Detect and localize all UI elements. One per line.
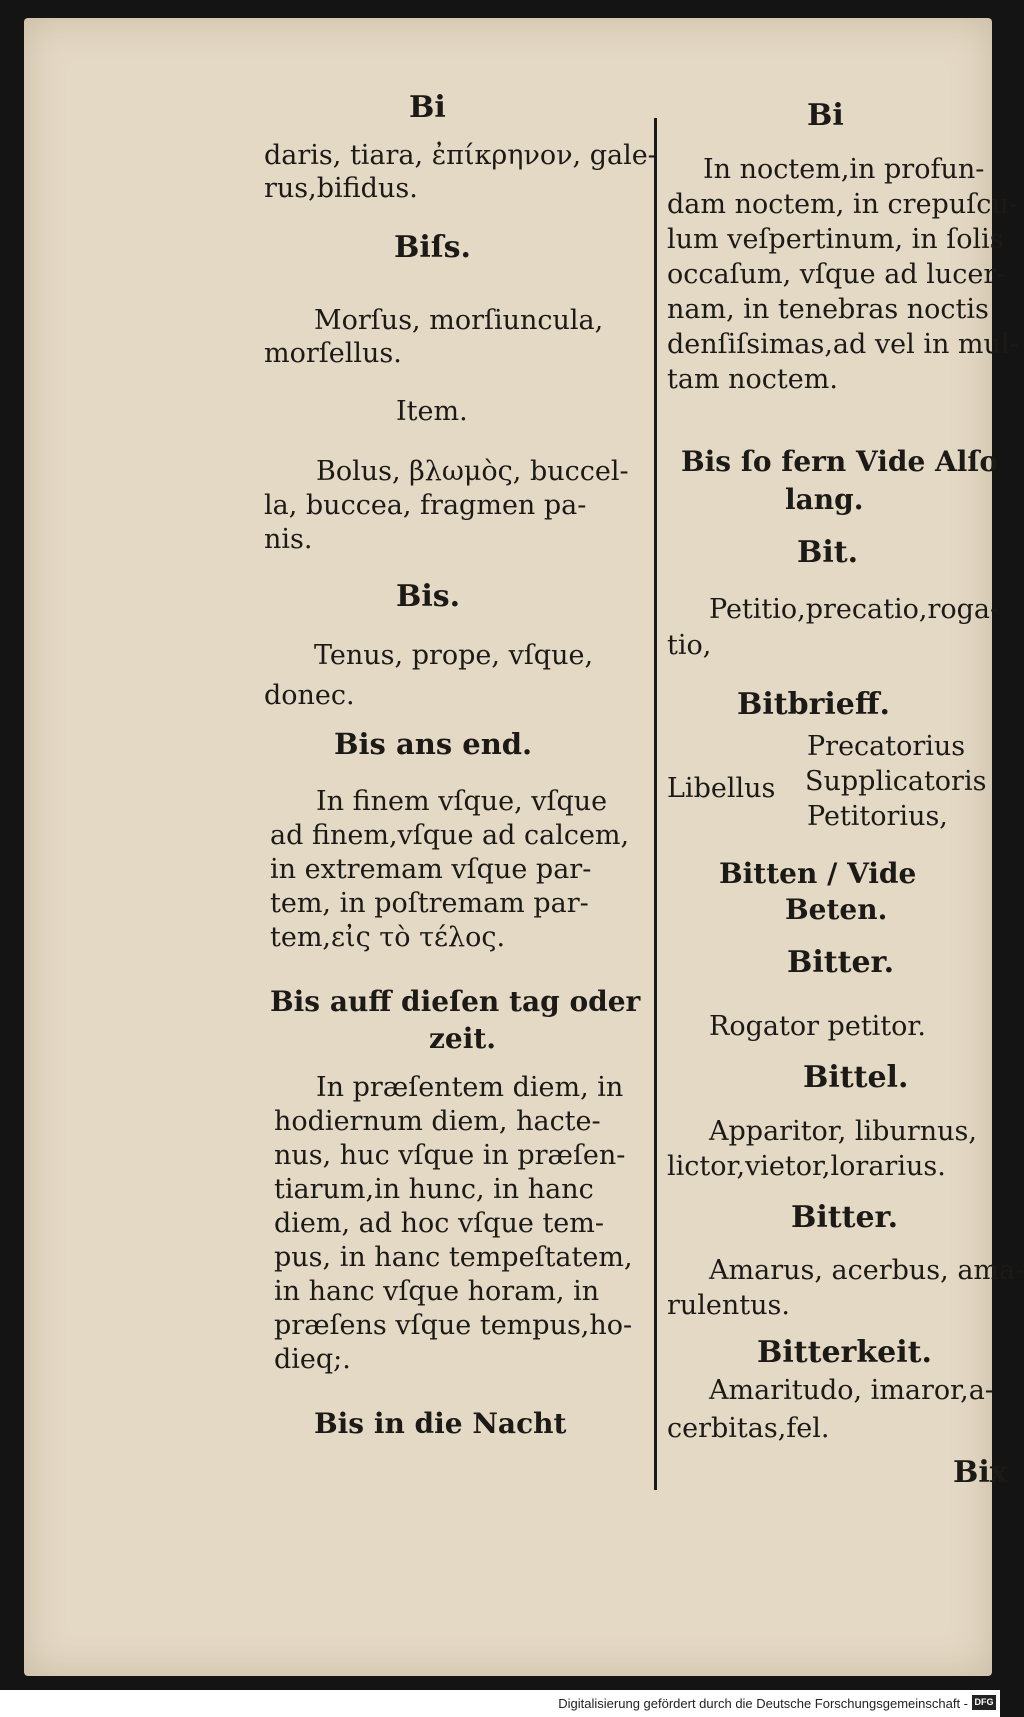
text-line: Petitio,precatio,roga- [709, 594, 1000, 625]
entry-headword: Bis ſo fern Vide Alſo [681, 445, 999, 478]
text-line: tio, [667, 630, 712, 661]
text-line: In finem vſque, vſque [316, 786, 608, 817]
entry-headword: lang. [785, 483, 864, 516]
text-line: nis. [264, 524, 313, 555]
text-line: donec. [264, 680, 355, 711]
text-line: Rogator petitor. [709, 1011, 926, 1042]
entry-headword: Bittel. [803, 1060, 909, 1095]
text-line: hodiernum diem, hacte- [274, 1106, 601, 1137]
right-running-head: Bi [807, 98, 844, 133]
entry-headword: Biſs. [394, 230, 471, 265]
text-line: Supplicatoris [805, 766, 987, 797]
column-divider [654, 118, 657, 1490]
text-line: nus, huc vſque in præſen- [274, 1140, 626, 1171]
text-line: In noctem,in profun- [703, 154, 985, 185]
digitization-credit: Digitalisierung gefördert durch die Deutsche Forschungsgemeinschaft - [558, 1696, 968, 1711]
text-line: occaſum, vſque ad lucer- [667, 259, 1006, 290]
text-line: Apparitor, liburnus, [709, 1116, 977, 1147]
text-line: Precatorius [807, 731, 966, 762]
entry-headword: Bis auff dieſen tag oder [270, 985, 641, 1018]
text-line: præſens vſque tempus,ho- [274, 1310, 633, 1341]
dfg-logo-icon: DFG [972, 1695, 996, 1710]
text-line: ad finem,vſque ad calcem, [270, 820, 630, 851]
entry-headword: Bis in die Nacht [314, 1407, 567, 1440]
text-line: Morſus, morſiuncula, [314, 305, 604, 336]
text-line: dieq;. [274, 1344, 351, 1375]
entry-headword: Bis. [396, 579, 461, 614]
text-line: Tenus, prope, vſque, [314, 640, 594, 671]
book-page [24, 18, 1024, 1676]
text-line: la, buccea, fragmen pa- [264, 490, 587, 521]
text-line: Petitorius, [807, 801, 948, 832]
entry-headword: Bitbrieff. [737, 687, 890, 722]
text-line: tiarum,in hunc, in hanc [274, 1174, 594, 1205]
text-line: tem,εἰς τὸ τέλος. [270, 922, 506, 953]
entry-headword: Bitter. [787, 945, 895, 980]
entry-headword: zeit. [429, 1022, 497, 1055]
text-line: tam noctem. [667, 364, 838, 395]
text-line: Libellus [667, 773, 776, 804]
text-line: in extremam vſque par- [270, 854, 592, 885]
entry-headword: Beten. [785, 893, 888, 926]
text-line: Item. [396, 396, 468, 427]
right-column [667, 18, 1024, 1676]
text-line: dam noctem, in crepuſcu- [667, 189, 1018, 220]
entry-headword: Bis ans end. [334, 727, 533, 761]
entry-headword: Bitter. [791, 1200, 899, 1235]
left-running-head: Bi [409, 90, 446, 125]
left-column [254, 18, 657, 1676]
catchword: Bix [953, 1455, 1008, 1490]
text-line: nam, in tenebras noctis [667, 294, 989, 325]
text-line: rus,bifidus. [264, 173, 418, 204]
text-line: Amaritudo, imaror,a- [709, 1375, 994, 1406]
text-line: tem, in poſtremam par- [270, 888, 589, 919]
entry-headword: Bitterkeit. [757, 1335, 932, 1370]
text-line: Amarus, acerbus, ama- [709, 1255, 1024, 1286]
text-line: In præſentem diem, in [316, 1072, 624, 1103]
entry-headword: Bitten / Vide [719, 857, 917, 890]
text-line: lum veſpertinum, in ſolis [667, 224, 1004, 255]
digitization-credit-bar [0, 1690, 1000, 1717]
text-line: rulentus. [667, 1290, 790, 1321]
text-line: daris, tiara, ἐπίκρηνον, gale- [264, 140, 657, 171]
text-line: Bolus, βλωμὸς, buccel- [316, 456, 629, 487]
text-line: cerbitas,fel. [667, 1413, 830, 1444]
text-line: pus, in hanc tempeſtatem, [274, 1242, 633, 1273]
text-line: diem, ad hoc vſque tem- [274, 1208, 605, 1239]
entry-headword: Bit. [797, 535, 859, 570]
text-line: denſiſsimas,ad vel in mul- [667, 329, 1019, 360]
text-line: morſellus. [264, 338, 402, 369]
text-line: lictor,vietor,lorarius. [667, 1151, 946, 1182]
text-line: in hanc vſque horam, in [274, 1276, 600, 1307]
